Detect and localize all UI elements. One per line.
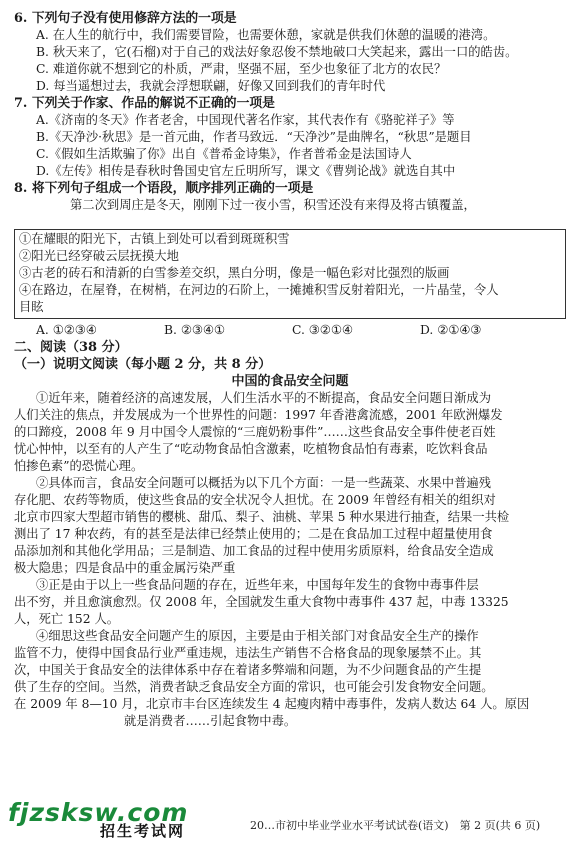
paragraph-line: ②具体而言，食品安全问题可以概括为以下几个方面：一是一些蔬菜、水果中普遍残 [36,476,491,490]
question-8-sentence-3: ③古老的砖石和清新的白雪参差交织，黑白分明，像是一幅色彩对比强烈的版画 [19,266,450,280]
paragraph-line: ③正是由于以上一些食品问题的存在，近些年来，中国每年发生的食物中毒事件层 [36,578,479,592]
paragraph-line: 监管不力，使得中国食品行业严重违规，违法生产销售不合格食品的现象屡禁不止。其 [14,646,482,660]
paragraph-line: 北京市四家大型超市销售的樱桃、甜瓜、梨子、油桃、苹果 5 种水果进行抽查，结果一共检 [14,510,510,524]
exam-page [14,10,566,730]
paragraph-line: 怕掺色素”的恐慌心理。 [14,459,144,473]
paragraph-line: ④细思这些食品安全问题产生的原因，主要是由于相关部门对食品安全生产的操作 [36,629,479,643]
question-6-option-a: A. 在人生的航行中，我们需要冒险，也需要休憩，家就是供我们休憩的温暖的港湾。 [36,28,496,42]
paragraph-line: 人，死亡 152 人。 [14,612,120,626]
paragraph-line: 品添加剂和其他化学用品；三是制造、加工食品的过程中使用劣质原料，给食品安全造成 [14,544,494,558]
paragraph-line: 出不穷，并且愈演愈烈。仅 2008 年，全国就发生重大食物中毒事件 437 起，中毒 13325 [14,595,509,609]
watermark-site-text: fjzsksw.com [8,798,189,827]
question-8-option-b: B. ②③④① [164,323,225,337]
question-8-option-c: C. ③②①④ [292,323,353,337]
page-footer: 20…市初中毕业学业水平考试试卷(语文) 第 2 页(共 6 页) [250,819,541,832]
paragraph-line: 次，中国关于食品安全的法律体系中存在着诸多弊端和问题，为不少问题食品的产生提 [14,663,482,677]
question-7-option-c: C.《假如生活欺骗了你》出自《普希金诗集》，作者普希金是法国诗人 [36,147,412,161]
question-6-option-b: B. 秋天来了，它(石榴)对于自己的戏法好象忍俊不禁地破口大笑起来，露出一口的皓齿。 [36,45,518,59]
paragraph-line: 人们关注的焦点，并发展成为一个世界性的问题：1997 年香港禽流感，2001 年欧洲爆发 [14,408,503,422]
question-8-stem: 8. 将下列句子组成一个语段，顺序排列正确的一项是 [14,181,314,196]
article-paragraph-3 [14,577,566,628]
question-7-option-a: A.《济南的冬天》作者老舍，中国现代著名作家，其代表作有《骆驼祥子》等 [36,113,455,127]
question-8-blank-line [14,214,566,224]
reading-section-heading: 二、阅读（38 分） [14,340,128,355]
question-8-sentence-4: ④在路边，在屋脊，在树梢，在河边的石阶上，一摊摊积雪反射着阳光，一片晶莹，令人 [19,283,499,297]
question-8-lead-sentence: 第二次到周庄是冬天，刚刚下过一夜小雪，积雪还没有来得及将古镇覆盖， [70,198,476,212]
paragraph-line: ①近年来，随着经济的高速发展，人们生活水平的不断提高，食品安全问题日渐成为 [36,391,491,405]
question-8-options [14,322,566,339]
paragraph-line: 测出了 17 种农药，有的甚至是法律已经禁止使用的；二是在食品加工过程中超量使用食 [14,527,493,541]
paragraph-line: 的口蹄疫，2008 年 9 月中国令人震惊的“三鹿奶粉事件”……这些食品安全事件使老百姓 [14,425,496,439]
reading-subsection-heading: （一）说明文阅读（每小题 2 分，共 8 分） [14,357,272,372]
question-6-option-d: D. 每当遥想过去，我就会浮想联翩，好像又回到我们的青年时代 [36,79,386,93]
paragraph-line: 供了生存的空间。当然，消费者缺乏食品安全方面的常识，也可能会引发食物安全问题。 [14,680,494,694]
article-title: 中国的食品安全问题 [231,374,349,389]
question-6-option-c: C. 难道你就不想到它的朴质，严肃，坚强不屈，至少也象征了北方的农民？ [36,62,447,76]
paragraph-line: 就是消费者……引起食物中毒。 [124,714,297,728]
article-paragraph-4 [14,628,566,730]
question-8-option-a: A. ①②③④ [36,323,97,337]
article-paragraph-1 [14,390,566,475]
paragraph-line: 忧心忡忡，以至有的人产生了“吃动物食品怕含激素，吃植物食品怕有毒素，吃饮料食品 [14,442,488,456]
watermark-slogan: 招生考试网 [100,822,186,840]
paragraph-line: 在 2009 年 8—10 月，北京市丰台区连续发生 4 起瘦肉精中毒事件，发病人数达 64 人。原因 [14,697,530,711]
paragraph-line: 存化肥、农药等物质，使这些食品的安全状况令人担忧。在 2009 年曾经有相关的组织对 [14,493,496,507]
question-8-sentence-1: ①在耀眼的阳光下，古镇上到处可以看到斑斑积雪 [19,232,290,246]
question-8-sentence-4-cont: 目眩 [19,300,44,314]
question-7-stem: 7. 下列关于作家、作品的解说不正确的一项是 [14,96,275,111]
question-8-sentence-2: ②阳光已经穿破云层抚摸大地 [19,249,179,263]
question-8-sentence-box [14,229,566,319]
question-7-option-d: D.《左传》相传是春秋时鲁国史官左丘明所写，课文《曹刿论战》就选自其中 [36,164,456,178]
article-paragraph-2 [14,475,566,577]
paragraph-line: 极大隐患；四是食品中的重金属污染严重 [14,561,236,575]
question-8-option-d: D. ②①④③ [420,323,482,337]
question-7-option-b: B.《天净沙·秋思》是一首元曲，作者马致远．“天净沙”是曲牌名，“秋思”是题目 [36,130,472,144]
question-6-stem: 6. 下列句子没有使用修辞方法的一项是 [14,11,237,26]
